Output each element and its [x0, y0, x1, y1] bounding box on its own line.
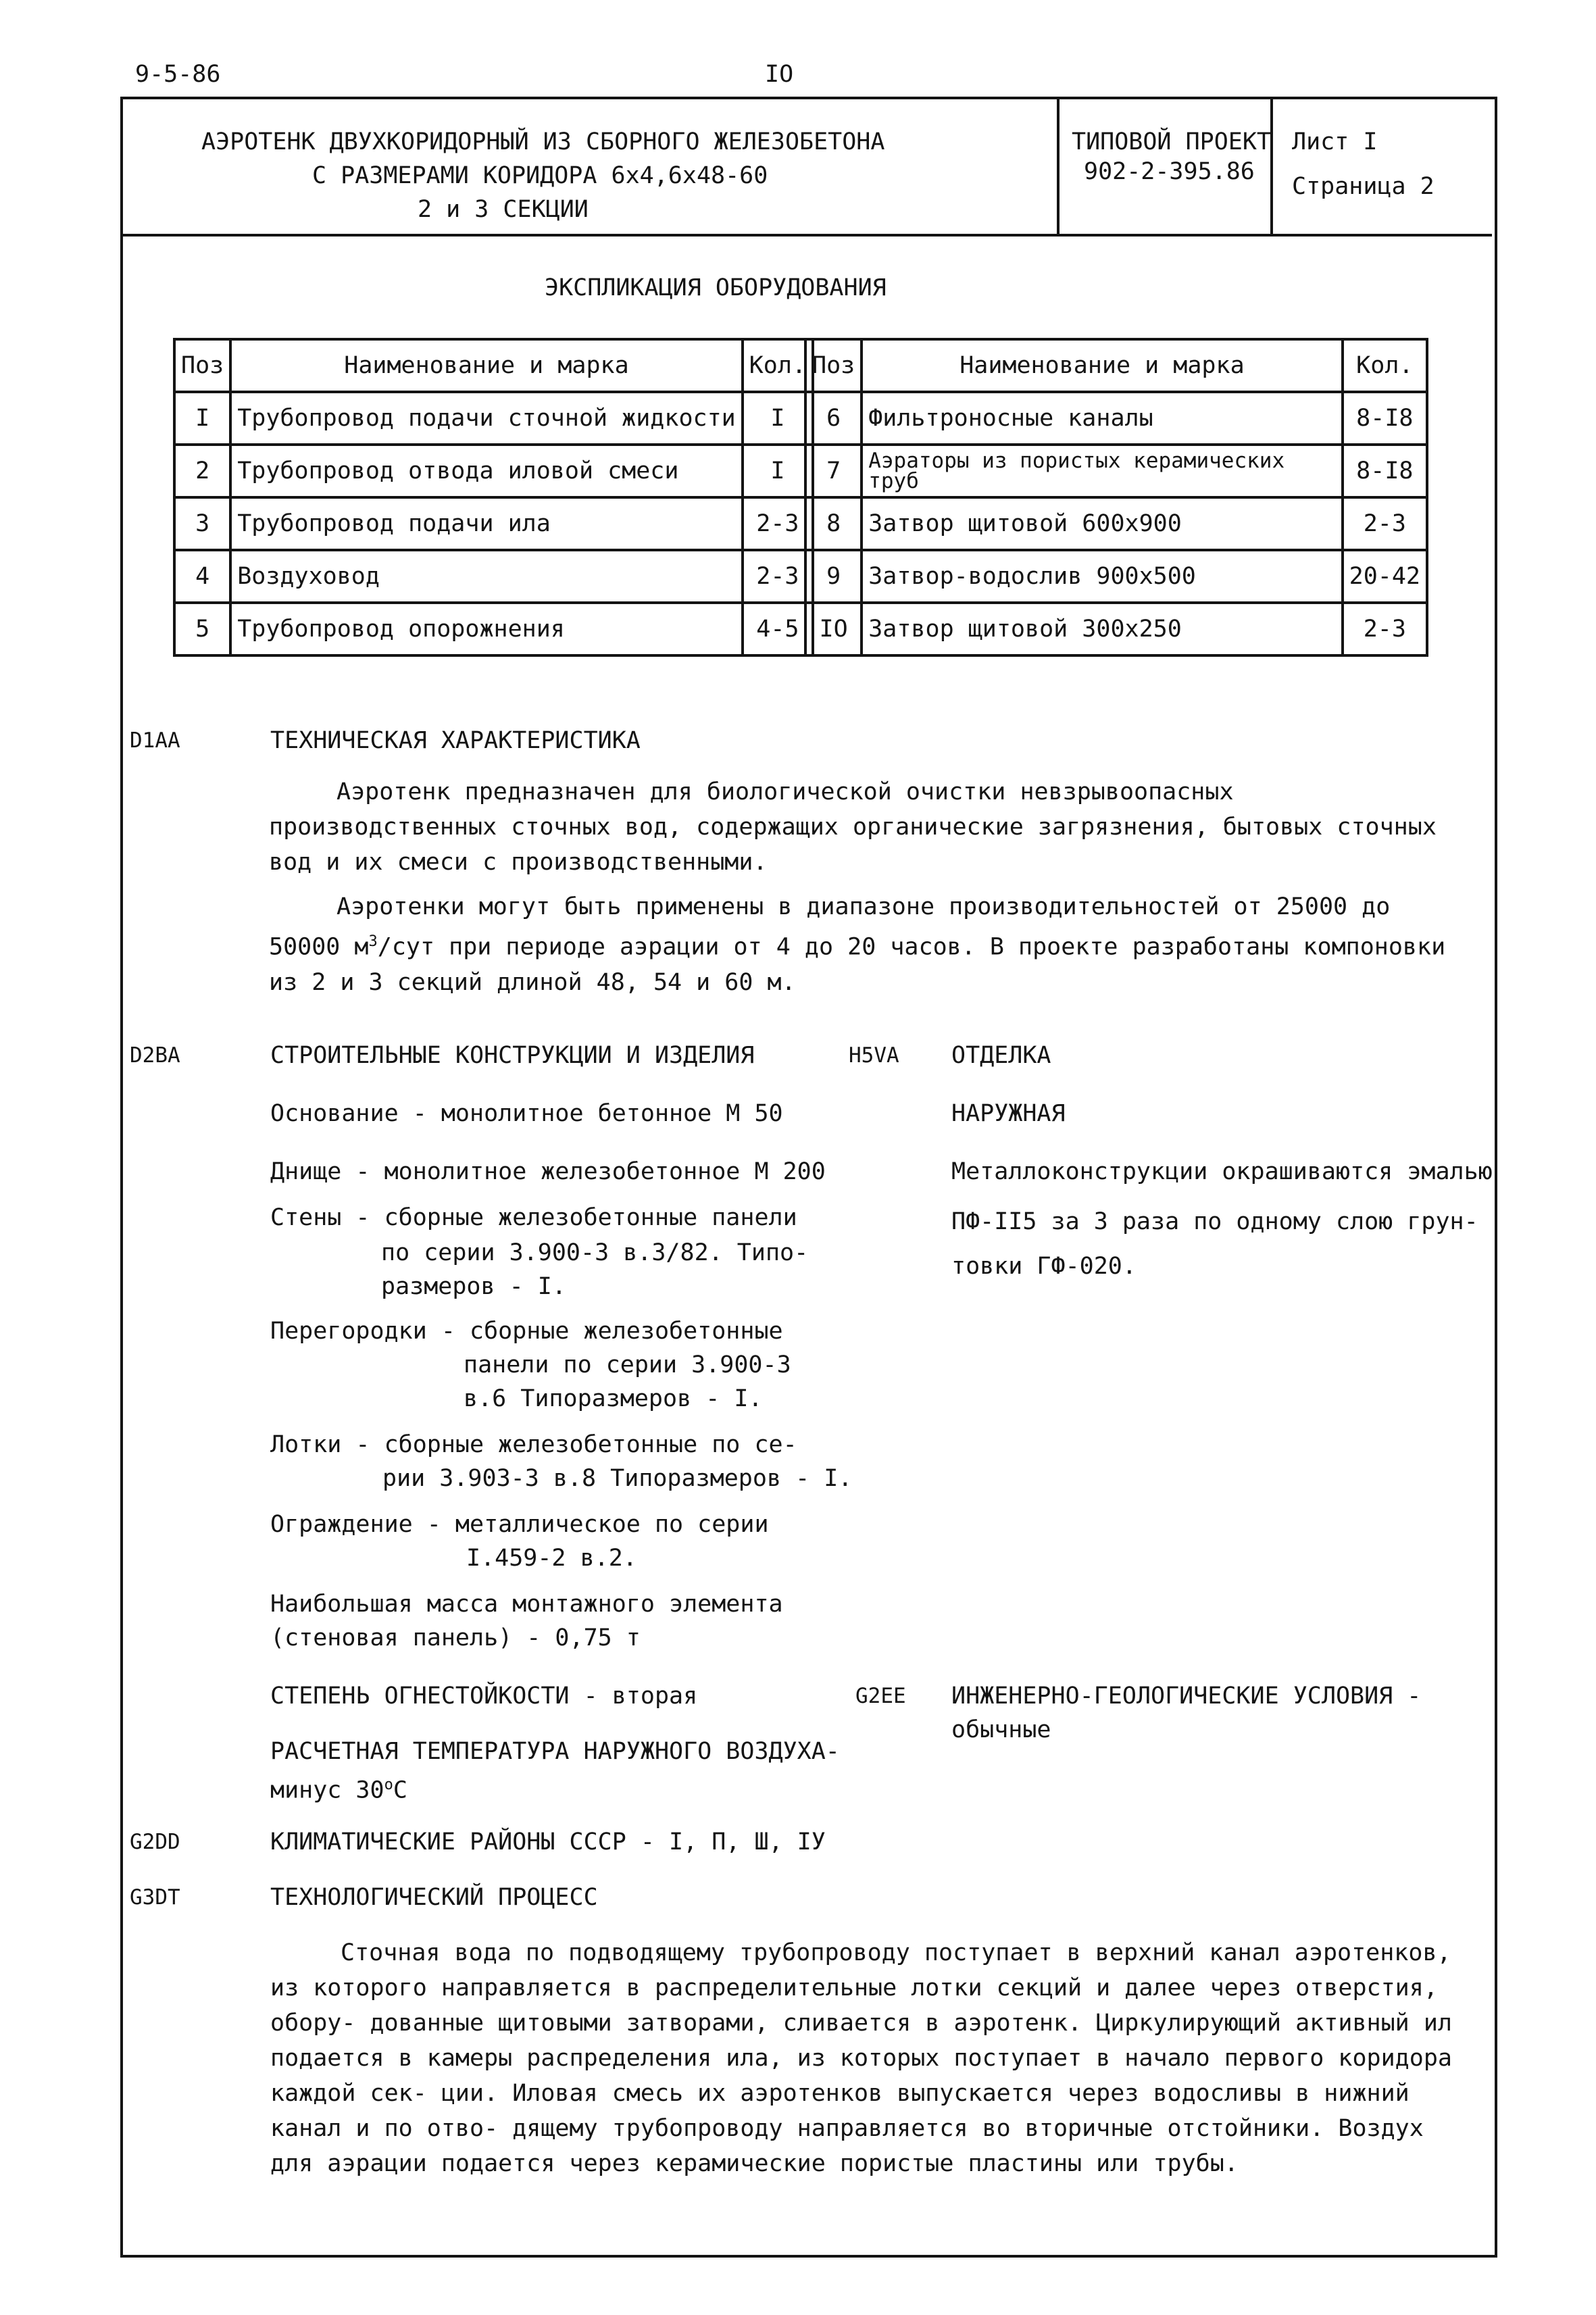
sheet-number: Лист I: [1292, 128, 1378, 155]
tech-heading: ТЕХНИЧЕСКАЯ ХАРАКТЕРИСТИКА: [270, 727, 641, 754]
row-name: Затвор-водослив 900х500: [862, 550, 1342, 603]
finish-heading: ОТДЕЛКА: [951, 1042, 1051, 1069]
table-row: [174, 392, 813, 445]
row-pos: 6: [805, 392, 862, 445]
tech-paragraph-2: Аэротенки могут быть применены в диапазоне производительностей от 25000 до 50000 $м^3$/сут при периоде аэрации от 4 до 20 часов. В проекте разработаны компоновки из 2 и 3 секций длиной 48, 54 и 60 м.: [269, 893, 1446, 996]
row-qty: I: [743, 392, 813, 445]
construct-heading: СТРОИТЕЛЬНЫЕ КОНСТРУКЦИИ И ИЗДЕЛИЯ: [270, 1042, 755, 1069]
fire-resistance: СТЕПЕНЬ ОГНЕСТОЙКОСТИ - вторая: [270, 1683, 698, 1710]
construct-peregorodki-2: панели по серии 3.900-3: [464, 1351, 791, 1378]
row-name: Затвор щитовой 300х250: [862, 603, 1342, 655]
header-name: Наименование и марка: [230, 339, 743, 392]
construct-massa-2: (стеновая панель) - 0,75 т: [270, 1624, 641, 1651]
row-pos: 4: [174, 550, 230, 603]
row-pos: 2: [174, 445, 230, 497]
row-qty: 2-3: [743, 550, 813, 603]
design-temp-1: РАСЧЕТНАЯ ТЕМПЕРАТУРА НАРУЖНОГО ВОЗДУХА-: [270, 1738, 840, 1765]
row-name: Затвор щитовой 600х900: [862, 497, 1342, 550]
equipment-table-right: [804, 338, 1428, 657]
finish-subheading: НАРУЖНАЯ: [951, 1100, 1066, 1127]
row-name: Трубопровод подачи ила: [230, 497, 743, 550]
document-code: 9-5-86: [135, 61, 221, 88]
row-name: Воздуховод: [230, 550, 743, 603]
table-row: [174, 550, 813, 603]
process-heading: ТЕХНОЛОГИЧЕСКИЙ ПРОЦЕСС: [270, 1884, 598, 1911]
header-qty: Кол.: [1343, 339, 1427, 392]
construct-osnovanie: Основание - монолитное бетонное М 50: [270, 1100, 783, 1127]
row-qty: 2-3: [1343, 603, 1427, 655]
finish-line-1: Металлоконструкции окрашиваются эмалью: [951, 1158, 1493, 1185]
tech-paragraph-1: Аэротенк предназначен для биологической очистки невзрывоопасных производственных сточных вод, содержащих органические загрязнения, бытовых сточных вод и их смеси с производственными.: [269, 778, 1437, 876]
title-line-2: С РАЗМЕРАМИ КОРИДОРА 6х4,6х48-60: [312, 162, 768, 189]
climate-text: КЛИМАТИЧЕСКИЕ РАЙОНЫ СССР - I, П, Ш, IУ: [270, 1828, 826, 1856]
row-qty: 8-I8: [1343, 392, 1427, 445]
table-row: [805, 497, 1427, 550]
project-label: ТИПОВОЙ ПРОЕКТ: [1072, 128, 1272, 155]
finish-line-3: товки ГФ-020.: [951, 1253, 1137, 1280]
row-pos: 7: [805, 445, 862, 497]
geo-line-1: ИНЖЕНЕРНО-ГЕОЛОГИЧЕСКИЕ УСЛОВИЯ -: [951, 1683, 1422, 1710]
finish-line-2: ПФ-II5 за 3 раза по одному слою грун-: [951, 1208, 1478, 1235]
row-name: Трубопровод подачи сточной жидкости: [230, 392, 743, 445]
construct-dnische: Днище - монолитное железобетонное М 200: [270, 1158, 826, 1185]
design-temp-2: минус $30^оС$: [270, 1776, 407, 1804]
page-label: Страница 2: [1292, 173, 1435, 200]
equipment-table-left: [173, 338, 814, 657]
construct-lotki-2: рии 3.903-3 в.8 Типоразмеров - I.: [382, 1465, 853, 1492]
construct-massa-1: Наибольшая масса монтажного элемента: [270, 1591, 783, 1618]
section-code-tech: D1AA: [130, 728, 180, 753]
process-paragraph: Сточная вода по подводящему трубопроводу поступает в верхний канал аэротенков, из которого направляется в распределительные лотки секций и далее через отверстия, обору- дованные щитовыми затворами, сливается в аэротенк. Циркулирующий активный ил подается в камеры распределения ила, из которых поступает в начало первого коридора каждой сек- ции. Иловая смесь их аэротенков выпускается через водосливы в нижний канал и по отво- дящему трубопроводу направляется во вторичные отстойники. Воздух для аэрации подается через керамические пористые пластины или трубы.: [270, 1939, 1452, 2177]
section-code-finish: H5VA: [849, 1043, 899, 1068]
project-number: 902-2-395.86: [1084, 158, 1255, 185]
row-qty: 8-I8: [1343, 445, 1427, 497]
row-pos: 9: [805, 550, 862, 603]
construct-ograzhdenie-1: Ограждение - металлическое по серии: [270, 1511, 769, 1538]
row-qty: 4-5: [743, 603, 813, 655]
header-pos: Поз: [805, 339, 862, 392]
construct-steny-1: Стены - сборные железобетонные панели: [270, 1204, 797, 1231]
header-name: Наименование и марка: [862, 339, 1342, 392]
row-pos: 3: [174, 497, 230, 550]
construct-lotki-1: Лотки - сборные железобетонные по се-: [270, 1431, 797, 1458]
row-qty: 2-3: [743, 497, 813, 550]
row-name: Трубопровод опорожнения: [230, 603, 743, 655]
row-pos: IO: [805, 603, 862, 655]
section-code-geo: G2EE: [855, 1684, 906, 1708]
table-row: [174, 603, 813, 655]
title-line-3: 2 и 3 СЕКЦИИ: [418, 196, 589, 223]
geo-line-2: обычные: [951, 1716, 1051, 1743]
row-name: Трубопровод отвода иловой смеси: [230, 445, 743, 497]
explication-heading: ЭКСПЛИКАЦИЯ ОБОРУДОВАНИЯ: [545, 274, 887, 301]
table-row: [805, 550, 1427, 603]
row-pos: 5: [174, 603, 230, 655]
row-qty: I: [743, 445, 813, 497]
construct-steny-2: по серии 3.900-3 в.3/82. Типо-: [381, 1239, 809, 1266]
row-qty: 20-42: [1343, 550, 1427, 603]
title-line-1: АЭРОТЕНК ДВУХКОРИДОРНЫЙ ИЗ СБОРНОГО ЖЕЛЕЗОБЕТОНА: [201, 128, 885, 155]
construct-peregorodki-3: в.6 Типоразмеров - I.: [464, 1385, 763, 1412]
construct-steny-3: размеров - I.: [381, 1273, 566, 1300]
row-name: Аэраторы из пористых керамических труб: [862, 445, 1342, 497]
section-code-construct: D2BA: [130, 1043, 180, 1068]
header-pos: Поз: [174, 339, 230, 392]
construct-ograzhdenie-2: I.459-2 в.2.: [466, 1545, 637, 1572]
title-block-divider-1: [1057, 97, 1059, 234]
row-name: Фильтроносные каналы: [862, 392, 1342, 445]
title-block-divider-2: [1270, 97, 1273, 234]
table-row: [174, 445, 813, 497]
table-row: [805, 392, 1427, 445]
section-code-climate: G2DD: [130, 1830, 180, 1854]
table-row: [805, 603, 1427, 655]
page-number: IO: [765, 61, 794, 88]
row-qty: 2-3: [1343, 497, 1427, 550]
section-code-process: G3DT: [130, 1885, 180, 1910]
row-pos: 8: [805, 497, 862, 550]
construct-peregorodki-1: Перегородки - сборные железобетонные: [270, 1318, 783, 1345]
row-pos: I: [174, 392, 230, 445]
header-qty: Кол.: [743, 339, 813, 392]
table-header-row: [805, 339, 1427, 392]
table-row: [805, 445, 1427, 497]
table-row: [174, 497, 813, 550]
table-header-row: [174, 339, 813, 392]
